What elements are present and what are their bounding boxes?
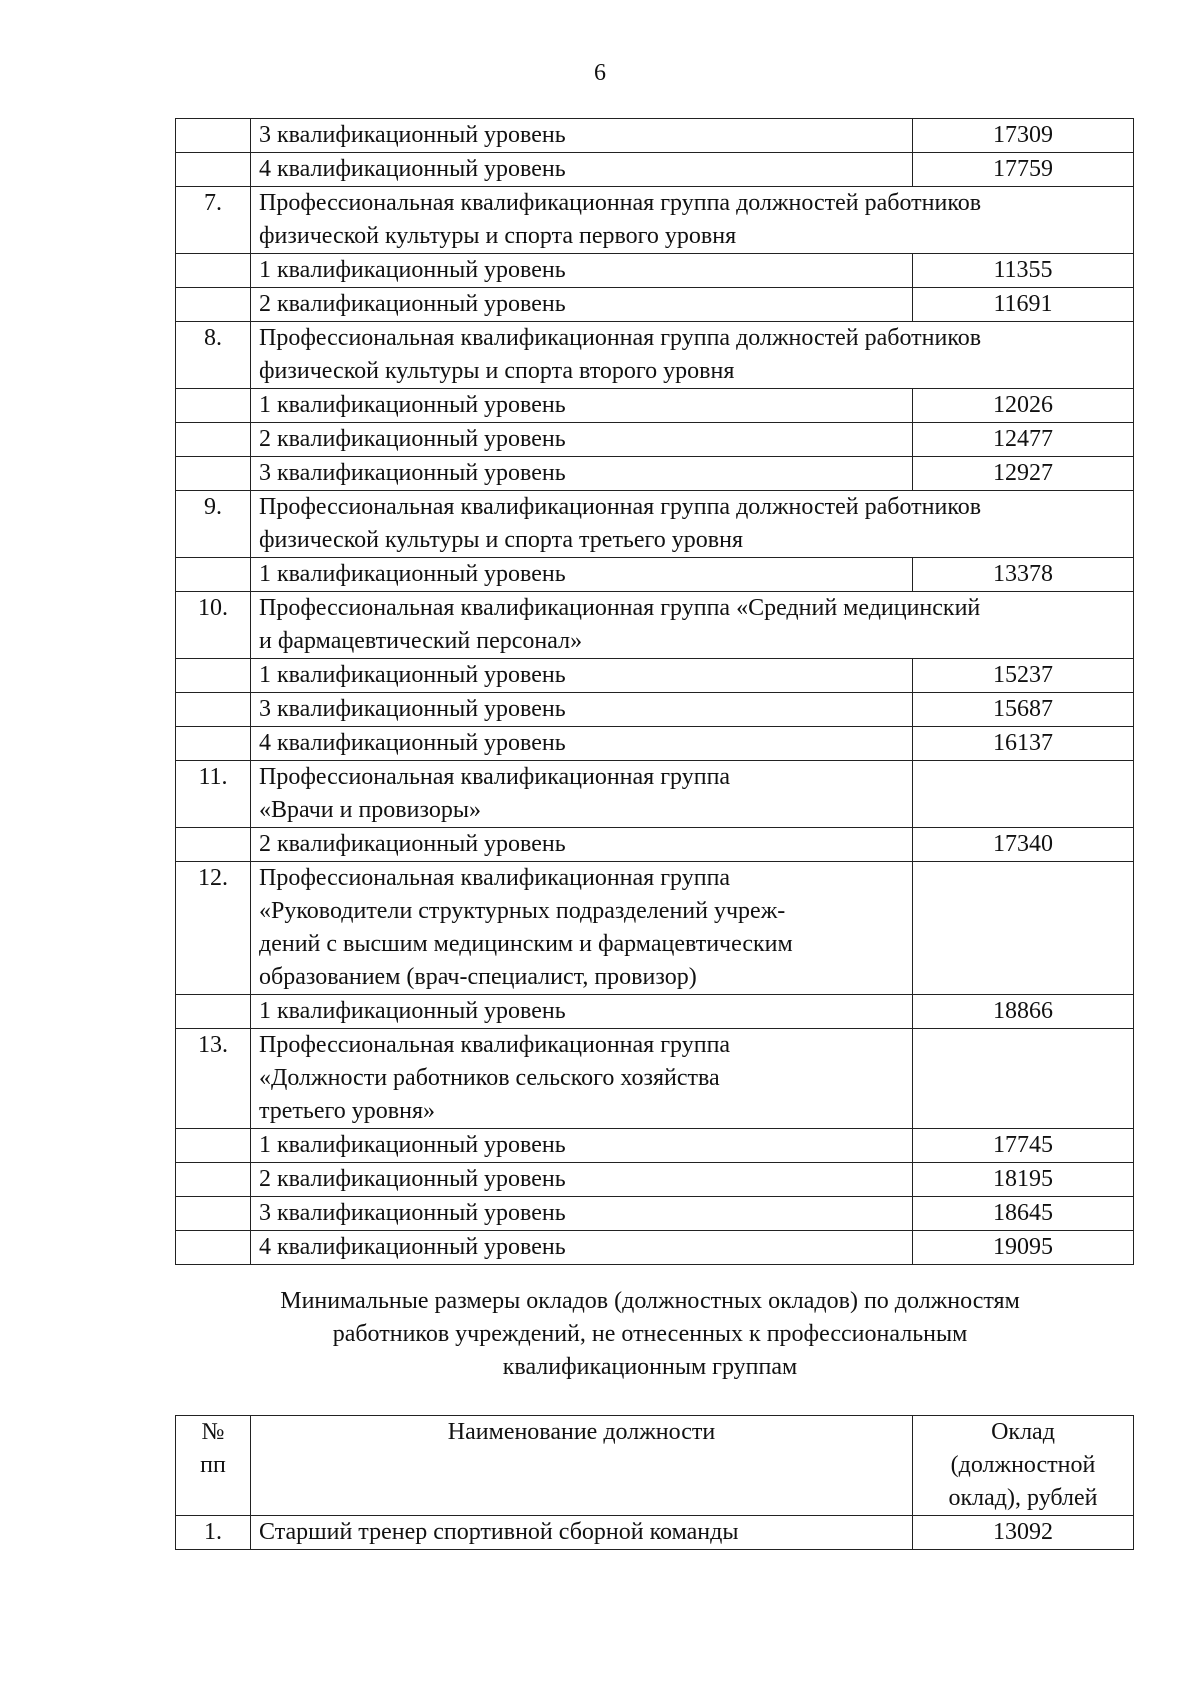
salary-value: 16137 bbox=[913, 727, 1134, 761]
header-value-line: Оклад bbox=[991, 1419, 1055, 1445]
group-name-line: Профессиональная квалификационная группа должностей работников bbox=[259, 325, 982, 351]
group-name-line: Профессиональная квалификационная группа «Средний медицинский bbox=[259, 595, 981, 621]
salary-value: 12477 bbox=[913, 423, 1134, 457]
salary-value bbox=[913, 761, 1134, 828]
group-row bbox=[176, 1029, 1134, 1129]
group-name bbox=[251, 322, 1134, 389]
header-name-cell: Наименование должности bbox=[251, 1416, 913, 1516]
row-number bbox=[176, 995, 251, 1029]
group-name-line: «Должности работников сельского хозяйства bbox=[259, 1065, 720, 1091]
row-number bbox=[176, 1129, 251, 1163]
group-name-line: Профессиональная квалификационная группа должностей работников bbox=[259, 190, 982, 216]
salary-value: 11355 bbox=[913, 254, 1134, 288]
row-number bbox=[176, 1197, 251, 1231]
salary-value: 17309 bbox=[913, 119, 1134, 153]
row-number bbox=[176, 727, 251, 761]
level-name: 1 квалификационный уровень bbox=[251, 254, 913, 288]
group-row bbox=[176, 592, 1134, 659]
group-name bbox=[251, 187, 1134, 254]
row-number: 8. bbox=[176, 322, 251, 389]
level-row bbox=[176, 1163, 1134, 1197]
table-row bbox=[176, 1516, 1134, 1550]
row-number bbox=[176, 1231, 251, 1265]
row-number: 11. bbox=[176, 761, 251, 828]
salary-value: 15687 bbox=[913, 693, 1134, 727]
level-row bbox=[176, 659, 1134, 693]
level-name: 1 квалификационный уровень bbox=[251, 389, 913, 423]
level-name: 4 квалификационный уровень bbox=[251, 153, 913, 187]
level-row bbox=[176, 828, 1134, 862]
level-name: 4 квалификационный уровень bbox=[251, 1231, 913, 1265]
salary-value: 18645 bbox=[913, 1197, 1134, 1231]
group-name-line: Профессиональная квалификационная группа bbox=[259, 764, 731, 790]
salary-value: 12927 bbox=[913, 457, 1134, 491]
level-name: 2 квалификационный уровень bbox=[251, 288, 913, 322]
level-name: 4 квалификационный уровень bbox=[251, 727, 913, 761]
group-name-line: третьего уровня» bbox=[259, 1098, 435, 1124]
level-name: 3 квалификационный уровень bbox=[251, 119, 913, 153]
level-row bbox=[176, 1129, 1134, 1163]
level-row bbox=[176, 727, 1134, 761]
level-name: 3 квалификационный уровень bbox=[251, 693, 913, 727]
row-number: 1. bbox=[176, 1516, 251, 1550]
group-name-line: физической культуры и спорта третьего уровня bbox=[259, 527, 743, 553]
row-number bbox=[176, 828, 251, 862]
section-heading-line: Минимальные размеры окладов (должностных окладов) по должностям bbox=[280, 1288, 1020, 1314]
row-number bbox=[176, 1163, 251, 1197]
group-name-line: «Руководители структурных подразделений учреж- bbox=[259, 898, 786, 924]
level-row bbox=[176, 1197, 1134, 1231]
header-value-line: (должностной bbox=[950, 1452, 1096, 1478]
level-row bbox=[176, 995, 1134, 1029]
level-row bbox=[176, 288, 1134, 322]
header-num-cell bbox=[176, 1416, 251, 1516]
row-number: 13. bbox=[176, 1029, 251, 1129]
salary-value: 17340 bbox=[913, 828, 1134, 862]
group-name-line: дений с высшим медицинским и фармацевтическим bbox=[259, 931, 793, 957]
group-name-line: «Врачи и провизоры» bbox=[259, 797, 481, 823]
group-name-line: физической культуры и спорта первого уровня bbox=[259, 223, 737, 249]
level-row bbox=[176, 558, 1134, 592]
salary-value: 19095 bbox=[913, 1231, 1134, 1265]
salary-value: 17745 bbox=[913, 1129, 1134, 1163]
group-row bbox=[176, 187, 1134, 254]
level-row bbox=[176, 119, 1134, 153]
row-number: 7. bbox=[176, 187, 251, 254]
row-number bbox=[176, 659, 251, 693]
level-row bbox=[176, 1231, 1134, 1265]
level-name: 2 квалификационный уровень bbox=[251, 828, 913, 862]
row-number: 12. bbox=[176, 862, 251, 995]
group-row bbox=[176, 862, 1134, 995]
section-heading-line: работников учреждений, не отнесенных к профессиональным bbox=[332, 1321, 968, 1347]
level-row bbox=[176, 693, 1134, 727]
salary-value bbox=[913, 862, 1134, 995]
header-value-cell bbox=[913, 1416, 1134, 1516]
group-name bbox=[251, 592, 1134, 659]
header-num-line: № bbox=[201, 1419, 225, 1445]
level-name: 3 квалификационный уровень bbox=[251, 457, 913, 491]
salary-value: 12026 bbox=[913, 389, 1134, 423]
group-name-line: Профессиональная квалификационная группа bbox=[259, 865, 731, 891]
other-positions-table bbox=[175, 1415, 1134, 1550]
group-name-line: и фармацевтический персонал» bbox=[259, 628, 583, 654]
row-number bbox=[176, 119, 251, 153]
level-name: 2 квалификационный уровень bbox=[251, 423, 913, 457]
level-row bbox=[176, 389, 1134, 423]
row-number bbox=[176, 153, 251, 187]
group-row bbox=[176, 761, 1134, 828]
level-row bbox=[176, 457, 1134, 491]
section-heading-line: квалификационным группам bbox=[502, 1354, 798, 1380]
group-name bbox=[251, 862, 913, 995]
qualification-groups-table bbox=[175, 118, 1134, 1265]
salary-value: 13378 bbox=[913, 558, 1134, 592]
row-number bbox=[176, 693, 251, 727]
level-name: 2 квалификационный уровень bbox=[251, 1163, 913, 1197]
level-row bbox=[176, 153, 1134, 187]
level-name: 1 квалификационный уровень bbox=[251, 995, 913, 1029]
group-name-line: Профессиональная квалификационная группа bbox=[259, 1032, 731, 1058]
row-number bbox=[176, 558, 251, 592]
group-name bbox=[251, 761, 913, 828]
row-number bbox=[176, 423, 251, 457]
level-name: 1 квалификационный уровень bbox=[251, 1129, 913, 1163]
level-name: 3 квалификационный уровень bbox=[251, 1197, 913, 1231]
level-name: 1 квалификационный уровень bbox=[251, 659, 913, 693]
level-row bbox=[176, 423, 1134, 457]
row-number: 10. bbox=[176, 592, 251, 659]
group-name-line: образованием (врач-специалист, провизор) bbox=[259, 964, 697, 990]
group-name-line: Профессиональная квалификационная группа должностей работников bbox=[259, 494, 982, 520]
row-number bbox=[176, 288, 251, 322]
page-number: 6 bbox=[594, 60, 606, 86]
salary-value: 11691 bbox=[913, 288, 1134, 322]
salary-value: 18195 bbox=[913, 1163, 1134, 1197]
level-name: 1 квалификационный уровень bbox=[251, 558, 913, 592]
group-row bbox=[176, 322, 1134, 389]
salary-value: 17759 bbox=[913, 153, 1134, 187]
group-name bbox=[251, 491, 1134, 558]
row-number bbox=[176, 389, 251, 423]
row-number: 9. bbox=[176, 491, 251, 558]
table-header-row bbox=[176, 1416, 1134, 1516]
salary-value bbox=[913, 1029, 1134, 1129]
salary-value: 13092 bbox=[913, 1516, 1134, 1550]
header-value-line: оклад), рублей bbox=[948, 1485, 1098, 1511]
position-name: Старший тренер спортивной сборной команды bbox=[251, 1516, 913, 1550]
salary-value: 18866 bbox=[913, 995, 1134, 1029]
header-num-line: пп bbox=[200, 1452, 226, 1478]
level-row bbox=[176, 254, 1134, 288]
section-heading bbox=[150, 1285, 1150, 1384]
group-row bbox=[176, 491, 1134, 558]
group-name bbox=[251, 1029, 913, 1129]
group-name-line: физической культуры и спорта второго уровня bbox=[259, 358, 735, 384]
row-number bbox=[176, 457, 251, 491]
row-number bbox=[176, 254, 251, 288]
salary-value: 15237 bbox=[913, 659, 1134, 693]
